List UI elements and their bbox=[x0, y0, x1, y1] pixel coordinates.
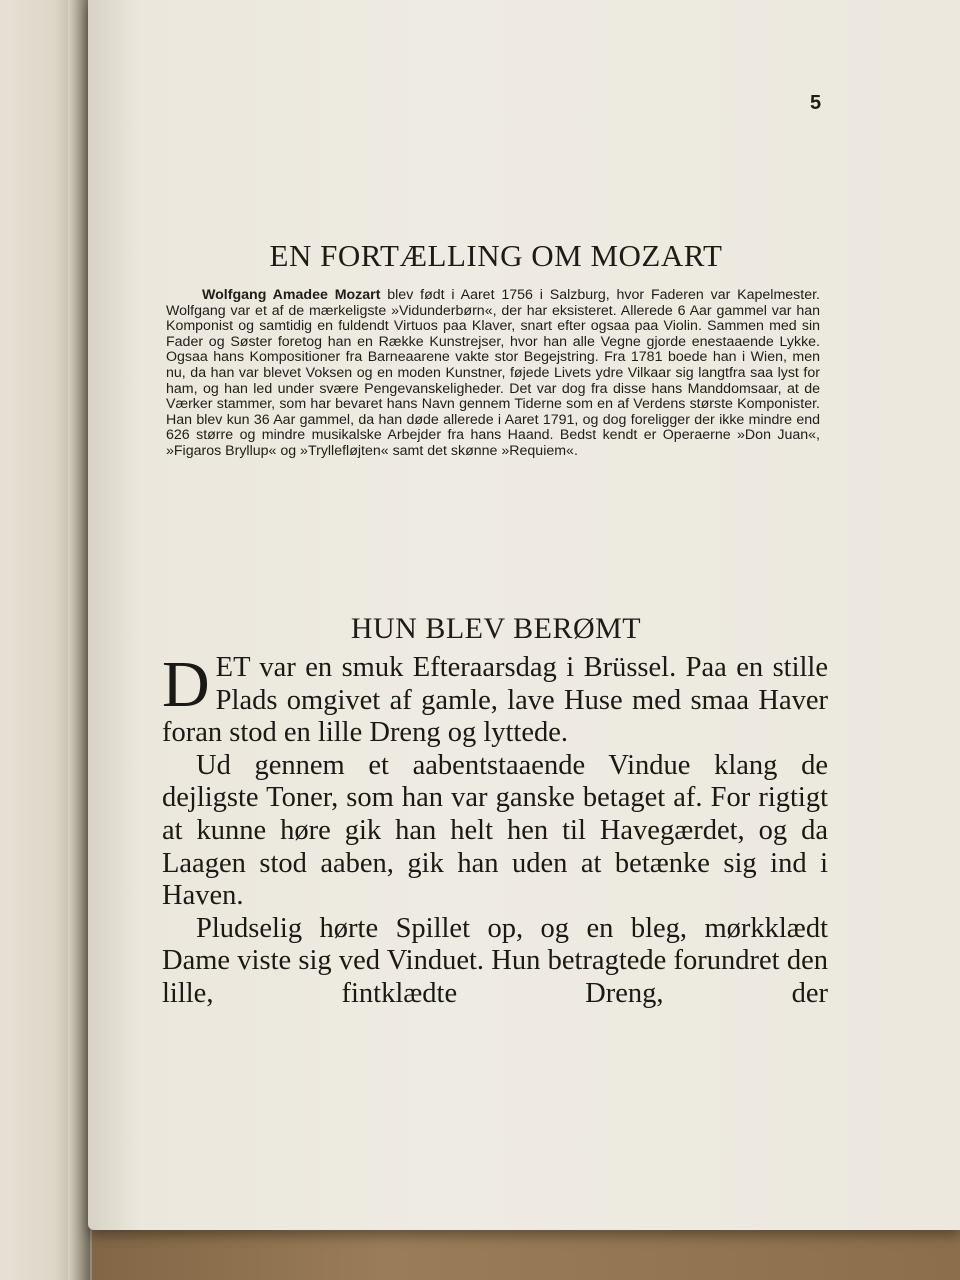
bio-text: blev født i Aaret 1756 i Salzburg, hvor Faderen var Kapelmester. Wolfgang var et af de mærkeligste »Vidunderbørn«, der har eksisteret. Allerede 6 Aar gammel var han Komponist og samtidig en fuldendt Virtuos paa Klaver, snart efter ogsaa paa Violin. Sammen med sin Fader og Søster foretog han en Række Kunstrejser, hvor han alle Vegne gjorde enestaaende Lykke. Ogsaa hans Kompositioner fra Barneaarene vakte stor Begejstring. Fra 1781 boede han i Wien, men nu, da han var blevet Voksen og en moden Kunstner, føjede Livets ydre Vilkaar sig langtfra saa lyst for ham, og han led under svære Pengevanskeligheder. Det var dog fra disse hans Manddomsaar, at de Værker stammer, som har bevaret hans Navn gennem Tiderne som en af Verdens største Komponister. Han blev kun 36 Aar gammel, da han døde allerede i Aaret 1791, og dog foreligger der ikke mindre end 626 større og mindre musikalske Arbejder fra hans Haand. Bedst kendt er Operaerne »Don Juan«, »Figaros Bryllup« og »Tryllefløjten« samt det skønne »Requiem«. bbox=[166, 287, 820, 459]
paragraph-1-text: ET var en smuk Efteraarsdag i Brüssel. Paa en stille Plads omgivet af gamle, lave Huse med smaa Haver foran stod en lille Dreng og lyttede. bbox=[162, 652, 828, 749]
book-gutter bbox=[68, 0, 90, 1280]
story-paragraph-1 bbox=[162, 648, 828, 750]
story-paragraph-3: Pludselig hørte Spillet op, og en bleg, mørkklædt Dame viste sig ved Vinduet. Hun betragtede forundret den lille, fintklædte Dreng, der bbox=[162, 912, 828, 1009]
drop-cap: D bbox=[162, 648, 210, 721]
page-number: 5 bbox=[810, 92, 822, 114]
mozart-biography bbox=[166, 288, 820, 460]
story-title: HUN BLEV BERØMT bbox=[350, 612, 642, 645]
bio-name: Wolfgang Amadee Mozart bbox=[202, 287, 381, 303]
story-body bbox=[162, 648, 828, 1011]
section-title-mozart: EN FORTÆLLING OM MOZART bbox=[269, 238, 723, 273]
book-page bbox=[88, 0, 960, 1230]
story-paragraph-2: Ud gennem et aabentstaaende Vindue klang de dejligste Toner, som han var ganske betaget af. For rigtigt at kunne høre gik han helt hen til Havegærdet, og da Laagen stod aaben, gik han uden at betænke sig ind i Haven. bbox=[162, 749, 828, 912]
